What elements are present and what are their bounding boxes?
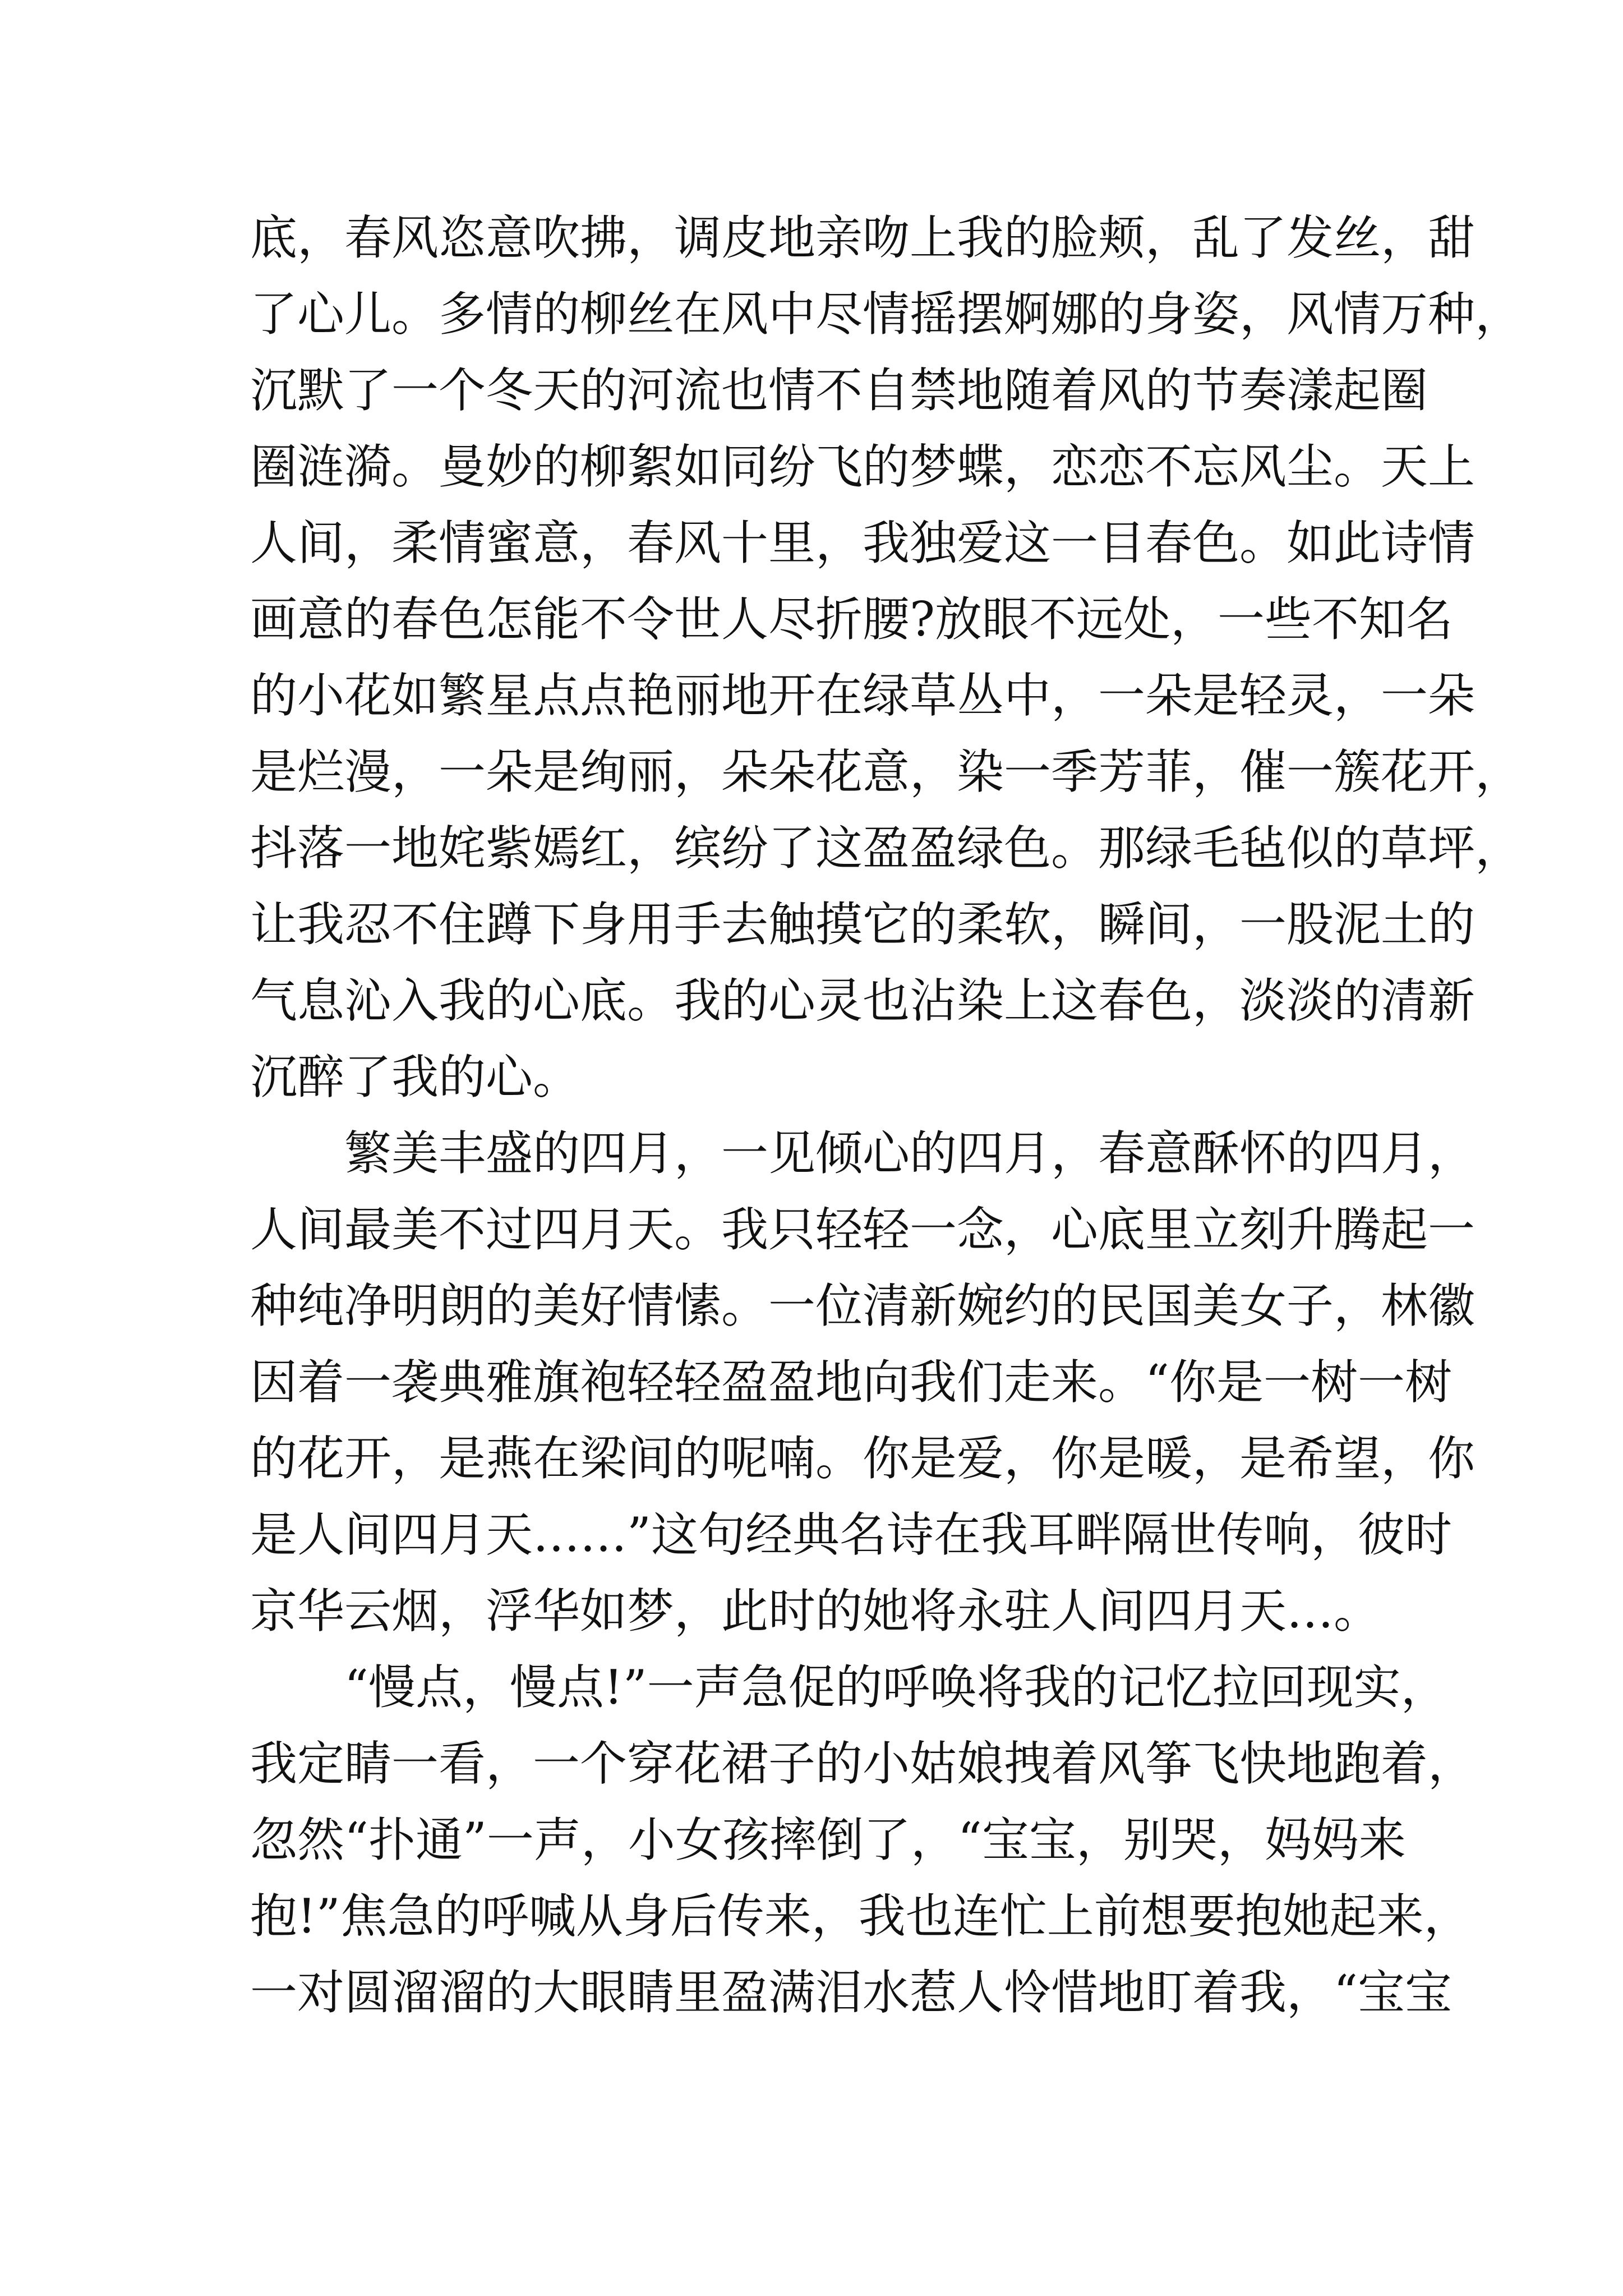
text-line: 是人间四月天……”这句经典名诗在我耳畔隔世传响，彼时	[250, 1507, 1452, 1562]
text-line: 忽然“扑通”一声，小女孩摔倒了，“宝宝，别哭，妈妈来	[250, 1812, 1406, 1867]
text-line: 抖落一地姹紫嫣红，缤纷了这盈盈绿色。那绿毛毡似的草坪，	[250, 821, 1523, 876]
text-line: 抱!”焦急的呼喊从身后传来，我也连忙上前想要抱她起来，	[250, 1889, 1471, 1944]
text-line: 京华云烟，浮华如梦，此时的她将永驻人间四月天…。	[250, 1584, 1381, 1639]
text-line: 人间最美不过四月天。我只轻轻一念，心底里立刻升腾起一	[250, 1202, 1476, 1257]
text-line: 圈涟漪。曼妙的柳絮如同纷飞的梦蝶，恋恋不忘风尘。天上	[250, 439, 1476, 494]
text-line: 一对圆溜溜的大眼睛里盈满泪水惹人怜惜地盯着我，“宝宝	[250, 1965, 1452, 2020]
text-line: 种纯净明朗的美好情愫。一位清新婉约的民国美女子，林徽	[250, 1278, 1476, 1333]
text-line: 让我忍不住蹲下身用手去触摸它的柔软，瞬间，一股泥土的	[250, 897, 1476, 952]
text-line: 画意的春色怎能不令世人尽折腰?放眼不远处，一些不知名	[250, 592, 1454, 647]
text-line: 我定睛一看，一个穿花裙子的小姑娘拽着风筝飞快地跑着，	[250, 1736, 1476, 1791]
text-line: 气息沁入我的心底。我的心灵也沾染上这春色，淡淡的清新	[250, 973, 1476, 1028]
text-line: 因着一袭典雅旗袍轻轻盈盈地向我们走来。“你是一树一树	[250, 1355, 1452, 1410]
text-line: 沉默了一个冬天的河流也情不自禁地随着风的节奏漾起圈	[250, 363, 1428, 418]
text-line: 了心儿。多情的柳丝在风中尽情摇摆婀娜的身姿，风情万种，	[250, 287, 1523, 342]
paragraph-start-line: “慢点，慢点!”一声急促的呼唤将我的记忆拉回现实，	[344, 1660, 1448, 1715]
text-line: 的小花如繁星点点艳丽地开在绿草丛中，一朵是轻灵，一朵	[250, 668, 1476, 723]
text-line: 人间，柔情蜜意，春风十里，我独爱这一目春色。如此诗情	[250, 516, 1476, 570]
text-line: 的花开，是燕在梁间的呢喃。你是爱，你是暖，是希望，你	[250, 1431, 1476, 1486]
paragraph-start-line: 繁美丰盛的四月，一见倾心的四月，春意酥怀的四月，	[344, 1126, 1476, 1181]
text-line: 底，春风恣意吹拂，调皮地亲吻上我的脸颊，乱了发丝，甜	[250, 210, 1476, 265]
text-line: 是烂漫，一朵是绚丽，朵朵花意，染一季芳菲，催一簇花开，	[250, 744, 1523, 799]
text-line: 沉醉了我的心。	[250, 1050, 580, 1105]
body-text	[250, 200, 1523, 2031]
